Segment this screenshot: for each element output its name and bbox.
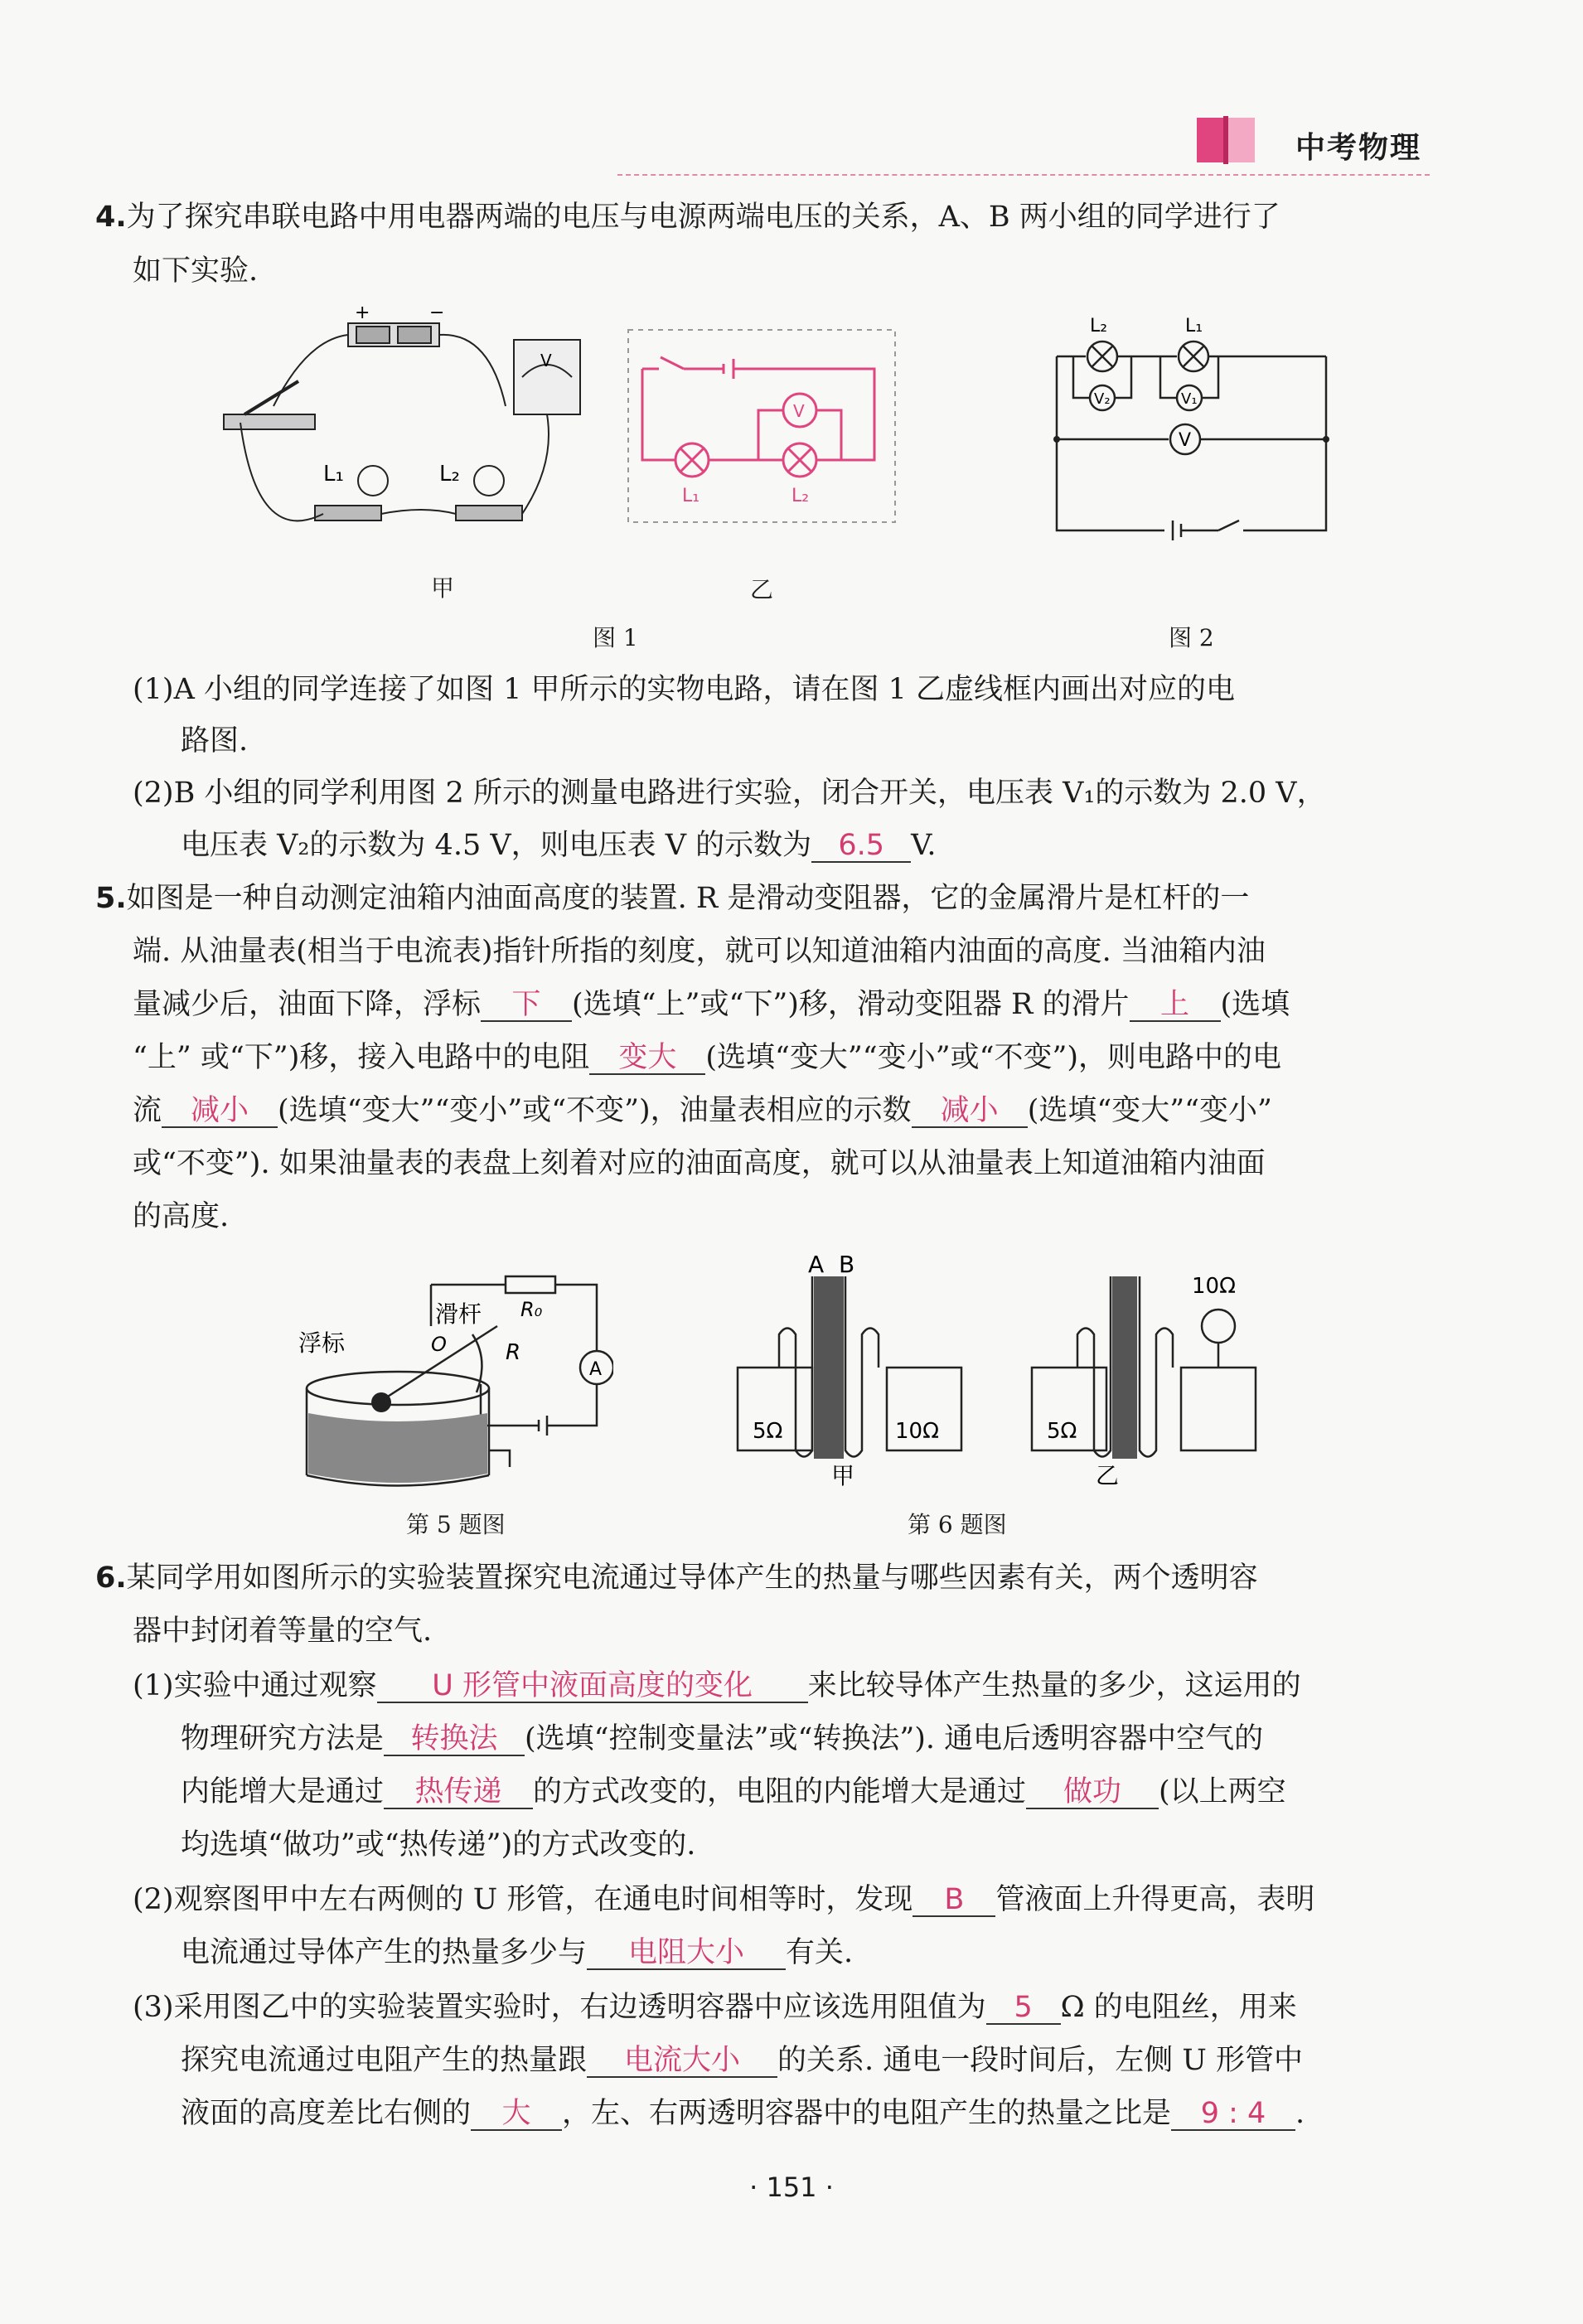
q5-line2: 端. 从油量表(相当于电流表)指针所指的刻度，就可以知道油箱内油面的高度. 当油箱内油 <box>133 935 1266 968</box>
fig6-jia-right-resistor: 10Ω <box>895 1419 939 1444</box>
figure1-jia-physical-circuit <box>207 298 605 580</box>
q5-answer-current: 减小 <box>162 1095 278 1128</box>
fig5-ammeter-label: A <box>589 1359 603 1380</box>
q4-number: 4. <box>95 201 127 234</box>
fig6-tube-a-label: A <box>808 1252 825 1278</box>
q4-part1-line1: (1)A 小组的同学连接了如图 1 甲所示的实物电路，请在图 1 乙虚线框内画出对应的电 <box>133 673 1236 706</box>
q5-line3: 量减少后，油面下降，浮标 下 (选填“上”或“下”)移，滑动变阻器 R 的滑片 上 (选填 <box>133 988 1290 1021</box>
q6-number: 6. <box>95 1561 127 1595</box>
fig2-l2-label: L₂ <box>1090 316 1108 336</box>
fig6-yi-label: 乙 <box>1096 1462 1120 1489</box>
fig1-l2-label: L₂ <box>439 462 460 487</box>
q6-part2-line2: 电流通过导体产生的热量多少与 电阻大小 有关. <box>181 1936 854 1969</box>
q6-answer-ohms: 5 <box>986 1992 1061 2025</box>
q5-line6: 或“不变”). 如果油量表的表盘上刻着对应的油面高度，就可以从油量表上知道油箱内油面 <box>133 1147 1266 1180</box>
q5-line4: “上” 或“下”)移，接入电路中的电阻 变大 (选填“变大”“变小”或“不变”)，则电路中的电 <box>133 1041 1282 1074</box>
q5-answer-float: 下 <box>481 989 572 1022</box>
fig6-yi-outer-resistor: 10Ω <box>1192 1274 1236 1299</box>
q6-line2: 器中封闭着等量的空气. <box>133 1615 433 1648</box>
q6-part3-line2: 探究电流通过电阻产生的热量跟 电流大小 的关系. 通电一段时间后，左侧 U 形管中 <box>181 2044 1304 2077</box>
fig1-plus-label: + <box>355 303 370 323</box>
fig1-yi-l1-label: L₁ <box>682 486 700 506</box>
fig1-yi-v-label: V <box>793 401 805 421</box>
q6-part1-line3: 内能增大是通过 热传递 的方式改变的，电阻的内能增大是通过 做功 (以上两空 <box>181 1775 1286 1808</box>
q6-answer-resistance: 电阻大小 <box>587 1937 786 1970</box>
header-divider <box>617 174 1430 176</box>
fig5-rheostat-label: R <box>506 1340 521 1365</box>
q5-answer-reading: 减小 <box>912 1095 1028 1128</box>
figure1-yi-circuit-diagram <box>626 327 899 526</box>
fig6-yi-left-resistor: 5Ω <box>1047 1419 1077 1444</box>
q4-part1-line2: 路图. <box>181 724 249 758</box>
q5-line1: 5.如图是一种自动测定油箱内油面高度的装置. R 是滑动变阻器，它的金属滑片是杠杆的一 <box>95 882 1250 915</box>
q6-answer-ratio: 9 : 4 <box>1171 2098 1295 2131</box>
fig1-jia-label: 甲 <box>431 574 455 602</box>
q6-answer-heat-transfer: 热传递 <box>384 1776 533 1809</box>
q6-part2-line1: (2)观察图甲中左右两侧的 U 形管，在通电时间相等时，发现 B 管液面上升得更高，表明 <box>133 1883 1315 1916</box>
q5-answer-resistance: 变大 <box>589 1042 705 1075</box>
figure2-circuit-diagram <box>1044 307 1359 547</box>
q4-answer-voltage: 6.5 <box>811 830 911 863</box>
q4-part2-line1: (2)B 小组的同学利用图 2 所示的测量电路进行实验，闭合开关，电压表 V₁的示数为 2.0 V， <box>133 777 1326 810</box>
figure5-oil-gauge-apparatus <box>298 1260 613 1500</box>
fig5-float-label: 浮标 <box>298 1329 346 1357</box>
fig1-minus-label: − <box>429 303 445 323</box>
fig2-l1-label: L₁ <box>1185 316 1203 336</box>
fig5-pivot-label: O <box>431 1333 447 1356</box>
q4-line2: 如下实验. <box>133 254 259 288</box>
q6-answer-method: 转换法 <box>384 1723 525 1756</box>
fig6-jia-label: 甲 <box>831 1462 855 1489</box>
fig1-voltmeter-label: V <box>540 351 552 370</box>
q6-part1-line2: 物理研究方法是 转换法 (选填“控制变量法”或“转换法”). 通电后透明容器中空气的 <box>181 1722 1264 1755</box>
fig5-r0-label: R₀ <box>520 1298 543 1321</box>
fig2-caption: 图 2 <box>1169 624 1214 651</box>
fig1-l1-label: L₁ <box>323 462 344 487</box>
page-number: · 151 · <box>749 2171 834 2203</box>
q6-line1: 6.某同学用如图所示的实验装置探究电流通过导体产生的热量与哪些因素有关，两个透明容 <box>95 1561 1258 1595</box>
q5-number: 5. <box>95 882 127 915</box>
fig2-v-label: V <box>1179 430 1192 451</box>
q6-answer-observe: U 形管中液面高度的变化 <box>377 1670 808 1703</box>
fig6-caption: 第 6 题图 <box>908 1511 1007 1538</box>
q6-answer-tube: B <box>913 1884 995 1917</box>
q6-part3-line3: 液面的高度差比右侧的 大 ，左、右两透明容器中的电阻产生的热量之比是 9 : 4 . <box>181 2097 1305 2130</box>
fig1-caption: 图 1 <box>593 624 638 651</box>
q5-line5: 流 减小 (选填“变大”“变小”或“不变”)，油量表相应的示数 减小 (选填“变大”“变小” <box>133 1094 1272 1127</box>
fig6-tube-b-label: B <box>839 1252 855 1278</box>
header-title: 中考物理 <box>1295 131 1421 165</box>
q6-part3-line1: (3)采用图乙中的实验装置实验时，右边透明容器中应该选用阻值为 5 Ω 的电阻丝，用来 <box>133 1991 1297 2024</box>
q5-line7: 的高度. <box>133 1200 230 1233</box>
fig6-jia-left-resistor: 5Ω <box>753 1419 783 1444</box>
fig1-yi-label: 乙 <box>750 576 774 603</box>
fig1-yi-l2-label: L₂ <box>792 486 810 506</box>
q6-answer-work: 做功 <box>1026 1776 1159 1809</box>
fig5-caption: 第 5 题图 <box>406 1511 506 1538</box>
fig2-v2-label: V₂ <box>1094 390 1111 408</box>
q6-answer-height-diff: 大 <box>471 2098 562 2131</box>
q5-answer-slider: 上 <box>1130 989 1221 1022</box>
q6-part1-line4: 均选填“做功”或“热传递”)的方式改变的. <box>181 1828 696 1862</box>
book-icon <box>1193 114 1260 166</box>
q4-line1: 4.为了探究串联电路中用电器两端的电压与电源两端电压的关系，A、B 两小组的同学进行了 <box>95 201 1280 234</box>
q6-part1-line1: (1)实验中通过观察 U 形管中液面高度的变化 来比较导体产生热量的多少，这运用的 <box>133 1669 1301 1702</box>
q6-answer-current: 电流大小 <box>587 2045 777 2078</box>
q4-part2-line2: 电压表 V₂的示数为 4.5 V，则电压表 V 的示数为 6.5 V. <box>181 829 937 862</box>
fig2-v1-label: V₁ <box>1181 390 1198 408</box>
figure6-u-tube-apparatus <box>721 1252 1301 1492</box>
fig5-lever-label: 滑杆 <box>435 1300 482 1328</box>
